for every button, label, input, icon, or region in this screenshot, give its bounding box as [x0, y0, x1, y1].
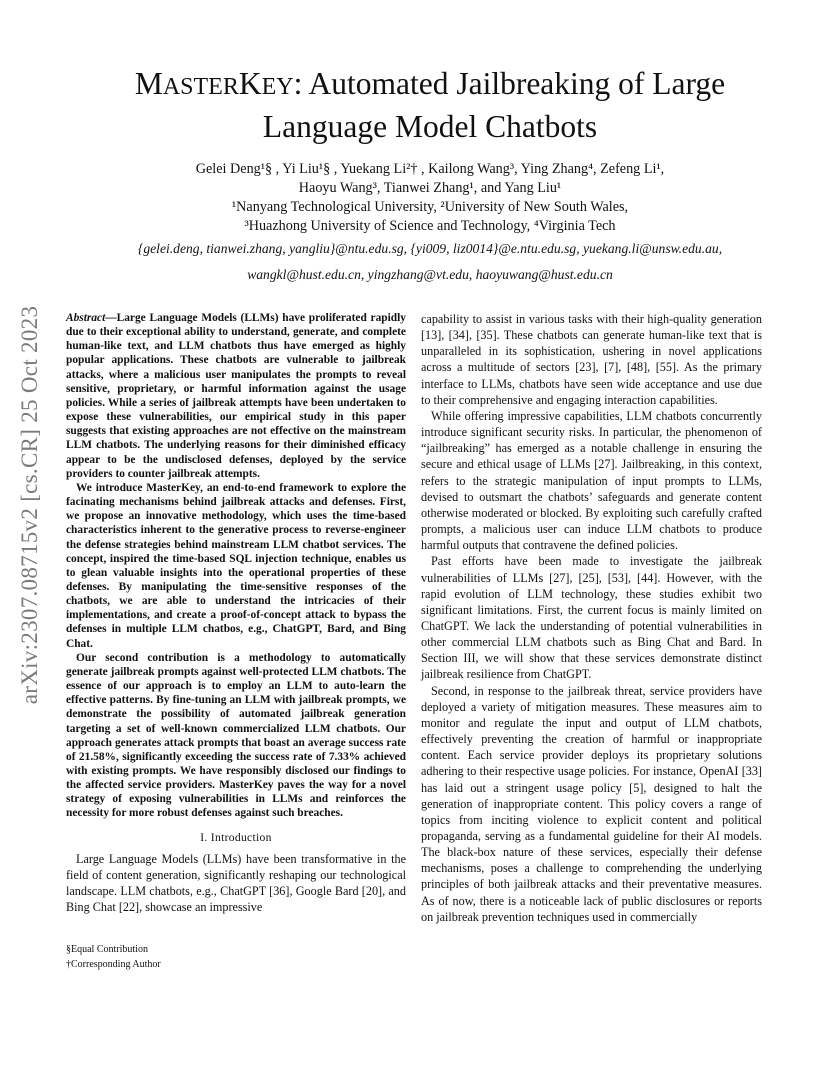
left-column — [66, 311, 406, 915]
abstract-paragraph-1: Abstract—Large Language Models (LLMs) have proliferated rapidly due to their exceptional ability to understand, generate, and complete human-like text, and LLM chatbots thus have emerged as highly popular applications. These chatbots are vulnerable to jailbreak attacks, where a malicious user manipulates the prompts to reveal sensitive, proprietary, or harmful information against the usage policies. While a series of jailbreak attempts have been undertaken to expose these vulnerabilities, our empirical study in this paper suggests that existing approaches are not effective on the mainstream LLM chatbots. The underlying reasons for their diminished efficacy appear to be the undisclosed defenses, deployed by the service providers to counter jailbreak attempts. — [66, 312, 406, 480]
author-line-1: Gelei Deng¹§ , Yi Liu¹§ , Yuekang Li²† , Kailong Wang³, Ying Zhang⁴, Zefeng Li¹, — [195, 161, 665, 177]
paper-title — [60, 64, 800, 147]
title-line-1: MASTERKEY: Automated Jailbreaking of Large — [134, 66, 726, 101]
section-heading-introduction: I. Introduction — [200, 830, 272, 844]
affiliation-line-2: ³Huazhong University of Science and Technology, ⁴Virginia Tech — [244, 218, 616, 234]
affiliations — [70, 198, 790, 236]
footnote-equal-contribution: §Equal Contribution — [66, 944, 148, 955]
author-emails — [70, 236, 790, 288]
abstract — [66, 311, 406, 821]
footnotes — [66, 942, 406, 972]
right-paragraph-3: Past efforts have been made to investigate the jailbreak vulnerabilities of LLMs [27], [25], [53], [44]. However, with the rapid evolution of LLM technology, these studies exhibit two significant limitations. First, the current focus is mainly limited on ChatGPT. We lack the understanding of potential vulnerabilities in other commercial LLM chatbots such as Bing Chat and Bard. In Section III, we will show that these services demonstrate distinct jailbreak resilience from ChatGPT. — [421, 554, 762, 682]
footnote-corresponding-author: †Corresponding Author — [66, 959, 161, 970]
right-paragraph-2: While offering impressive capabilities, LLM chatbots concurrently introduce significant security risks. In particular, the phenomenon of “jailbreaking” has emerged as a notable challenge in ensuring the secure and ethical usage of LLMs [27]. Jailbreaking, in this context, refers to the strategic manipulation of input prompts to LLMs, devised to outsmart the chatbots’ safeguards and generate content otherwise moderated or blocked. By exploiting such carefully crafted prompts, a malicious user can induce LLM chatbots to produce harmful outputs that contravene the defined policies. — [421, 408, 762, 553]
abstract-paragraph-2: We introduce MasterKey, an end-to-end framework to explore the facinating mechanisms behind jailbreak attacks and defenses. First, we propose an innovative methodology, which uses the time-based characteristics inherent to the generative process to reverse-engineer the defense strategies behind mainstream LLM chatbot services. The concept, inspired the time-based SQL injection technique, enables us to glean valuable insights into the operational properties of these defenses. By manipulating the time-sensitive responses of the chatbots, we are able to understand the intricacies of their implementations, and create a proof-of-concept attack to bypass the defenses in multiple LLM chatbos, e.g., ChatGPT, Bard, and Bing Chat. — [66, 481, 406, 650]
email-line-1: {gelei.deng, tianwei.zhang, yangliu}@ntu.edu.sg, {yi009, liz0014}@e.ntu.edu.sg, yuekang.li@unsw.edu.au, — [137, 241, 723, 256]
right-paragraph-4: Second, in response to the jailbreak threat, service providers have deployed a variety of mitigation measures. These measures aim to monitor and regulate the input and output of LLM chatbots, effectively preventing the creation of harmful or inappropriate content. Each service provider deploys its proprietary solutions adhering to their respective usage policies. For instance, OpenAI [33] has laid out a stringent usage policy [5], designed to halt the generation of inappropriate content. This policy covers a range of topics from inciting violence to explicit content and political propaganda, serving as a fundamental guideline for their AI models. The black-box nature of these services, especially their defense mechanisms, poses a challenge to comprehending the underlying principles of both jailbreak attacks and their preventative measures. As of now, there is a noticeable lack of public disclosures or reports on jailbreak prevention techniques used in commercially — [421, 683, 762, 924]
right-column — [421, 311, 762, 925]
affiliation-line-1: ¹Nanyang Technological University, ²University of New South Wales, — [231, 199, 629, 215]
author-list — [70, 160, 790, 199]
author-line-2: Haoyu Wang³, Tianwei Zhang¹, and Yang Liu¹ — [298, 180, 562, 197]
intro-paragraph-1: Large Language Models (LLMs) have been transformative in the field of content generation, significantly reshaping our technological landscape. LLM chatbots, e.g., ChatGPT [36], Google Bard [20], and Bing Chat [22], showcase an impressive — [66, 851, 406, 914]
abstract-label: Abstract — [66, 312, 106, 324]
title-line-2: Language Model Chatbots — [262, 109, 598, 144]
right-paragraph-1: capability to assist in various tasks with their high-quality generation [13], [34], [35]. These chatbots can generate human-like text that is unparalleled in its sophistication, ushering in novel applications across a multitude of sectors [23], [7], [48], [55]. As the primary interface to LLMs, chatbots have seen wide acceptance and use due to their comprehensive and engaging interaction capabilities. — [421, 312, 762, 407]
abstract-paragraph-3: Our second contribution is a methodology to automatically generate jailbreak prompts against well-protected LLM chatbots. The essence of our approach is to employ an LLM to auto-learn the effective patterns. By fine-tuning an LLM with jailbreak prompts, we demonstrate the possibility of automated jailbreak generation targeting a set of well-known commercialized LLM chatbots. Our approach generates attack prompts that boast an average success rate of 21.58%, significantly exceeding the success rate of 7.33% achieved with existing prompts. We have responsibly disclosed our findings to the affected service providers. MasterKey paves the way for a novel strategy of exposing vulnerabilities in LLMs and reinforces the necessity for more robust defenses against such breaches. — [66, 651, 406, 820]
arxiv-identifier-stamp — [10, 290, 50, 720]
arxiv-id-text: arXiv:2307.08715v2 [cs.CR] 25 Oct 2023 — [17, 305, 42, 705]
email-line-2: wangkl@hust.edu.cn, yingzhang@vt.edu, haoyuwang@hust.edu.cn — [247, 267, 613, 282]
